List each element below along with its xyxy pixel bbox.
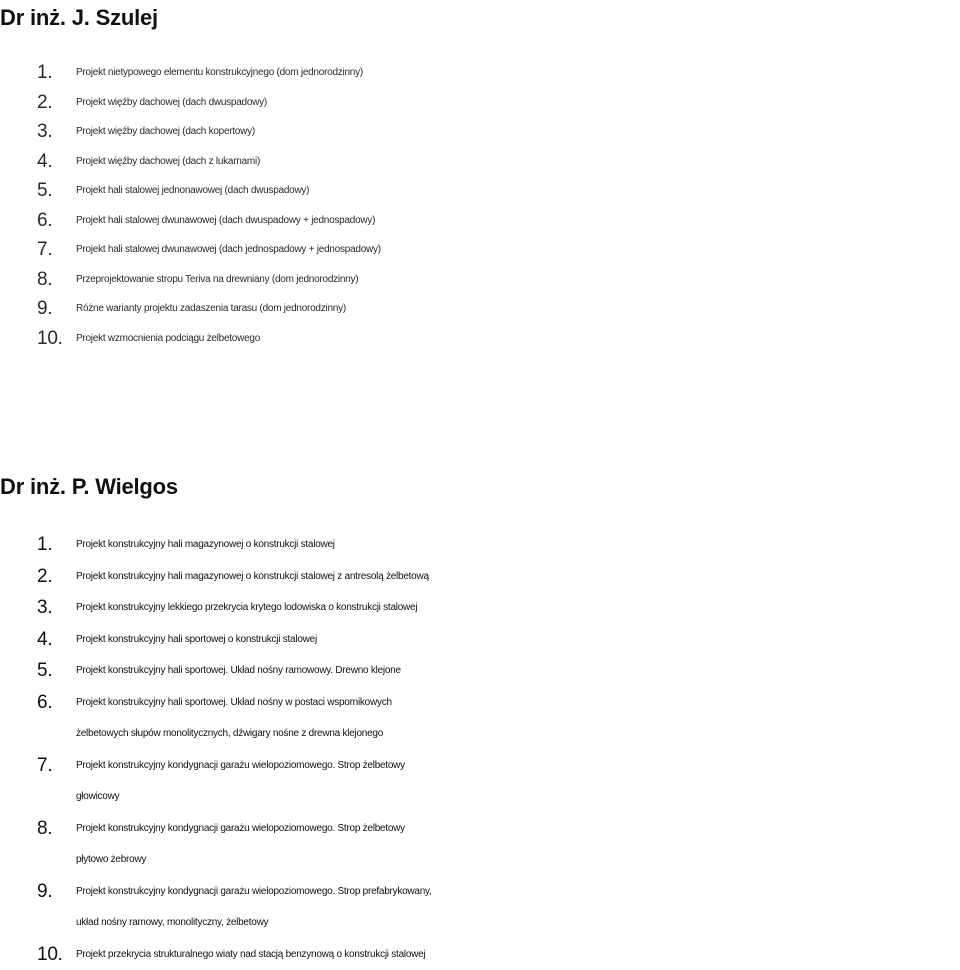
item-text: Różne warianty projektu zadaszenia tarasu (dom jednorodzinny) <box>76 294 960 324</box>
item-text: Przeprojektowanie stropu Teriva na drewniany (dom jednorodzinny) <box>76 265 960 295</box>
list-item <box>0 813 960 876</box>
item-number: 7. <box>37 235 52 265</box>
list-item <box>0 687 960 750</box>
item-number: 6. <box>37 687 52 719</box>
item-text-continuation: żelbetowych słupów monolitycznych, dźwigary nośne z drewna klejonego <box>76 718 960 750</box>
item-number: 5. <box>37 655 52 687</box>
item-number: 2. <box>37 88 52 118</box>
list-item <box>0 750 960 813</box>
section-heading-wielgos: Dr inż. P. Wielgos <box>0 474 178 500</box>
item-text: Projekt więźby dachowej (dach kopertowy) <box>76 117 960 147</box>
item-text: Projekt konstrukcyjny hali sportowej o konstrukcji stalowej <box>76 624 960 656</box>
project-list-szulej <box>0 58 960 353</box>
section-heading-szulej: Dr inż. J. Szulej <box>0 5 158 31</box>
item-text: Projekt więźby dachowej (dach dwuspadowy) <box>76 88 960 118</box>
item-number: 7. <box>37 750 52 782</box>
item-number: 8. <box>37 813 52 845</box>
item-number: 1. <box>37 529 52 561</box>
item-number: 1. <box>37 58 52 88</box>
item-text: Projekt konstrukcyjny lekkiego przekrycia krytego lodowiska o konstrukcji stalowej <box>76 592 960 624</box>
list-item <box>0 176 960 206</box>
list-item <box>0 117 960 147</box>
item-number: 10. <box>37 324 63 354</box>
list-item <box>0 265 960 295</box>
list-item <box>0 876 960 939</box>
item-text: Projekt hali stalowej dwunawowej (dach dwuspadowy + jednospadowy) <box>76 206 960 236</box>
item-number: 3. <box>37 117 52 147</box>
item-text: Projekt hali stalowej jednonawowej (dach dwuspadowy) <box>76 176 960 206</box>
item-text: Projekt konstrukcyjny kondygnacji garażu wielopoziomowego. Strop żelbetowy <box>76 750 960 782</box>
item-text: Projekt konstrukcyjny kondygnacji garażu wielopoziomowego. Strop żelbetowy <box>76 813 960 845</box>
item-number: 10. <box>37 939 63 970</box>
list-item <box>0 88 960 118</box>
item-text: Projekt więźby dachowej (dach z lukarnami) <box>76 147 960 177</box>
list-item <box>0 592 960 624</box>
list-item <box>0 324 960 354</box>
item-number: 2. <box>37 561 52 593</box>
project-list-wielgos <box>0 529 960 970</box>
item-number: 5. <box>37 176 52 206</box>
item-number: 9. <box>37 876 52 908</box>
list-item <box>0 655 960 687</box>
item-text: Projekt hali stalowej dwunawowej (dach jednospadowy + jednospadowy) <box>76 235 960 265</box>
list-item <box>0 294 960 324</box>
item-number: 4. <box>37 147 52 177</box>
list-item <box>0 939 960 970</box>
item-text: Projekt konstrukcyjny hali sportowej. Układ nośny ramowowy. Drewno klejone <box>76 655 960 687</box>
list-item <box>0 58 960 88</box>
list-item <box>0 529 960 561</box>
item-number: 4. <box>37 624 52 656</box>
item-text: Projekt konstrukcyjny hali magazynowej o konstrukcji stalowej <box>76 529 960 561</box>
item-text: Projekt konstrukcyjny hali sportowej. Układ nośny w postaci wspornikowych <box>76 687 960 719</box>
list-item <box>0 147 960 177</box>
item-text-continuation: układ nośny ramowy, monolityczny, żelbetowy <box>76 907 960 939</box>
item-number: 6. <box>37 206 52 236</box>
list-item <box>0 235 960 265</box>
item-text: Projekt przekrycia strukturalnego wiaty nad stacją benzynową o konstrukcji stalowej <box>76 939 960 970</box>
item-text-continuation: płytowo żebrowy <box>76 844 960 876</box>
item-text-continuation: głowicowy <box>76 781 960 813</box>
item-text: Projekt konstrukcyjny hali magazynowej o konstrukcji stalowej z antresolą żelbetową <box>76 561 960 593</box>
list-item <box>0 561 960 593</box>
item-number: 9. <box>37 294 52 324</box>
item-text: Projekt wzmocnienia podciągu żelbetowego <box>76 324 960 354</box>
item-text: Projekt konstrukcyjny kondygnacji garażu wielopoziomowego. Strop prefabrykowany, <box>76 876 960 908</box>
item-text: Projekt nietypowego elementu konstrukcyjnego (dom jednorodzinny) <box>76 58 960 88</box>
list-item <box>0 624 960 656</box>
list-item <box>0 206 960 236</box>
item-number: 8. <box>37 265 52 295</box>
item-number: 3. <box>37 592 52 624</box>
